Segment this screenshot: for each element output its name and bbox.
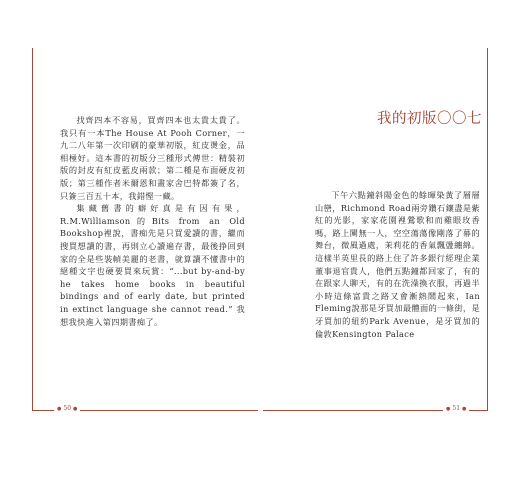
left-paragraph-2: 集藏舊書的癖好真是有因有果，R.M.Williamson的Bits from an Old Bookshop裡說，書痴先是只買愛讀的書，繼而搜買想讀的書，再則立心讀遍存書，最後挣回到家的全是些裝幀美麗的老書，就算讀不懂書中的絕種文字也硬要買來玩賞：“...but by-and-by he takes home books in beautiful bindings and of early date, but printed in extinct language she cannot read.” 我想我快進入第四期書痴了。 [60, 203, 245, 327]
left-page-number: 50 [63, 405, 72, 412]
left-paragraph-1: 找齊四本不容易，買齊四本也太貴太貴了。我只有一本The House At Pooh Corner，一九二八年第一次印刷的豪華初版，紅皮燙金，品相極好。這本書的初版分三種形式傳世：精裝初版的封皮有紅皮藍皮兩款；第二種是布面硬皮初版；第三種作者米爾恩和畫家舍巴特都簽了名，只簽三百五十本，我錯慳一藏。 [60, 115, 245, 201]
left-margin-rule [32, 48, 33, 410]
right-paragraph-1: 下午六點鐘斜陽金色的餘暉染黃了層層山巒，Richmond Road兩旁鑽石鑲盡是紫紅的光影，家家花園裡鶯歌和而雞眼玫香嗎，路上闃無一人，空空蕩蕩像剛落了幕的舞台，微風過處，茉莉花的香氣飄盪纏綿。這樣半英里長的路上住了許多銀行經理企業董事退官貴人，他們五點鐘都回家了，有的在跟家人聊天，有的在洗澡換衣服，再過半小時這條富貴之路又會漸熱鬧起來，Ian Fleming說那是牙買加最體面的一條街，是牙買加的紐約Park Avenue，是牙買加的倫敦Kensington Palace [315, 190, 480, 339]
right-margin-rule [487, 48, 488, 410]
right-folio [443, 405, 469, 412]
left-folio [54, 405, 80, 412]
folio-dot-icon: ● [57, 405, 62, 412]
right-page-number: 51 [452, 405, 461, 412]
chapter-title: 我的初版〇〇七 [377, 111, 482, 127]
folio-dot-icon: ● [73, 405, 78, 412]
right-page-body [315, 189, 480, 340]
folio-dot-icon: ● [446, 405, 451, 412]
folio-dot-icon: ● [462, 405, 467, 412]
left-page-body [60, 114, 245, 328]
